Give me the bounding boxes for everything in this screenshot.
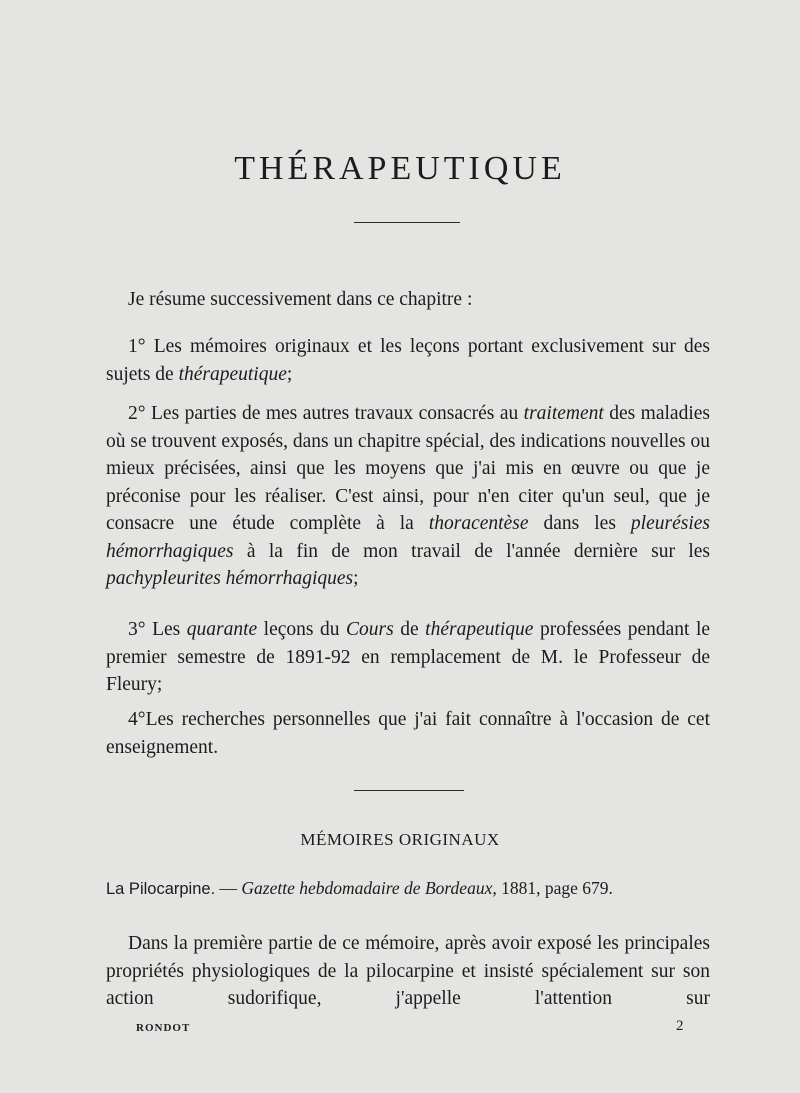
title-rule: [354, 222, 460, 223]
item-4-paragraph: [106, 706, 710, 761]
item-1-text: 1° Les mémoires originaux et les leçons portant exclusivement sur des sujets de thérapeutique;: [106, 336, 710, 385]
intro-paragraph: [106, 286, 710, 314]
item-3-number: 3°: [128, 619, 146, 640]
section-heading: MÉMOIRES ORIGINAUX: [300, 830, 500, 849]
item-1-paragraph: [106, 333, 710, 388]
item-4-number: 4°: [128, 709, 146, 730]
reference-title: La Pilocarpine.: [106, 880, 216, 898]
reference-dash: —: [215, 878, 242, 898]
section-rule: [354, 790, 464, 791]
chapter-title: THÉRAPEUTIQUE: [234, 150, 566, 187]
reference-line: [106, 878, 710, 899]
item-4-text: 4°Les recherches personnelles que j'ai fait connaître à l'occasion de cet enseignement.: [106, 709, 710, 758]
reference-details: 1881, page 679.: [496, 878, 613, 898]
page-number: 2: [676, 1018, 684, 1034]
item-2-paragraph: [106, 400, 710, 593]
reference-journal: Gazette hebdomadaire de Bordeaux,: [241, 878, 497, 898]
final-paragraph-text: Dans la première partie de ce mémoire, après avoir exposé les principales propriétés physiologiques de la pilocarpine et insisté spécialement sur son action sudorifique, j'appelle l'attention sur: [106, 933, 710, 1009]
item-2-text: 2° Les parties de mes autres travaux consacrés au traitement des maladies où se trouvent exposés, dans un chapitre spécial, des indications nouvelles ou mieux précisées, ainsi que les moyens que j'ai mis en œuvre ou que je préconise pour les réaliser. C'est ainsi, pour n'en citer qu'un seul, que je consacre une étude complète à la thoracentèse dans les pleurésies hémorrhagiques à la fin de mon travail de l'année dernière sur les pachypleurites hémorrhagiques;: [106, 403, 710, 589]
footer-author: RONDOT: [136, 1022, 191, 1034]
item-3-paragraph: [106, 616, 710, 699]
intro-text: Je résume successivement dans ce chapitre :: [128, 289, 473, 310]
item-3-text: 3° Les quarante leçons du Cours de thérapeutique professées pendant le premier semestre de 1891-92 en remplacement de M. le Professeur de Fleury;: [106, 619, 711, 695]
final-paragraph: [106, 930, 710, 1013]
item-1-number: 1°: [128, 336, 146, 357]
item-2-number: 2°: [128, 403, 146, 424]
